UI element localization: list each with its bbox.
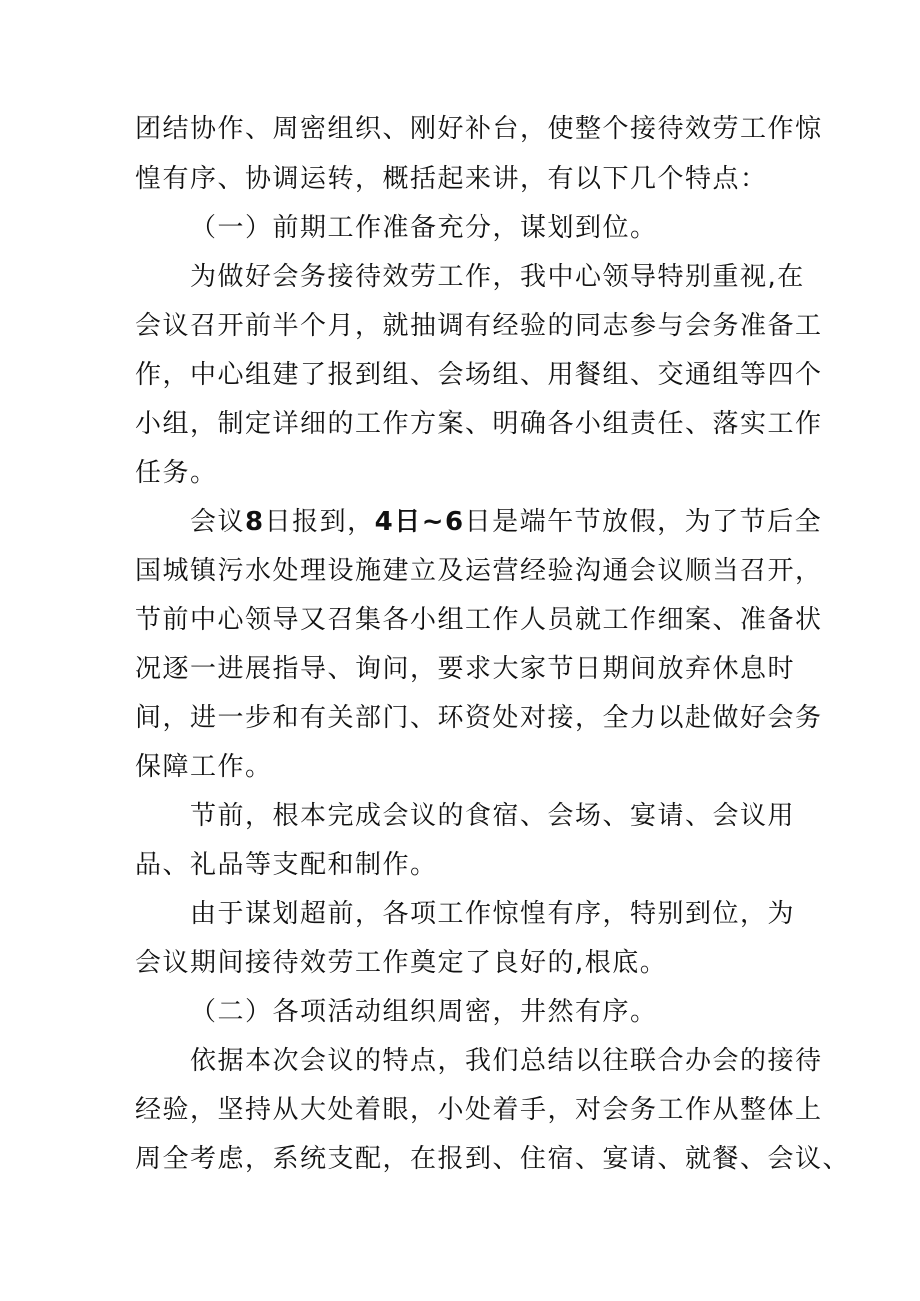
text-line-22: 周全考虑，系统支配，在报到、住宿、宴请、就餐、会议、 [135,1144,851,1174]
text-line-8: 任务。 [135,458,218,488]
text-line-13: 间，进一步和有关部门、环资处对接，全力以赴做好会务 [135,703,823,733]
section-heading-1: （一）前期工作准备充分，谋划到位。 [190,213,658,243]
date-number: 8 [245,507,265,537]
text-line-6: 作，中心组建了报到组、会场组、用餐组、交通组等四个 [135,360,823,390]
text-line-20: 依据本次会议的特点，我们总结以往联合办会的接待 [190,1046,823,1076]
text-line-2: 惶有序、协调运转，概括起来讲，有以下几个特点： [135,164,768,194]
text-line-21: 经验，坚持从大处着眼，小处着手，对会务工作从整体上 [135,1095,823,1125]
text-fragment: 日是端午节放假，为了节后全 [464,507,823,537]
date-number: 6 [445,507,465,537]
text-fragment: 日~ [394,507,446,537]
text-line-14: 保障工作。 [135,752,273,782]
text-line-11: 节前中心领导又召集各小组工作人员就工作细案、准备状 [135,605,823,635]
section-heading-2: （二）各项活动组织周密，井然有序。 [190,997,658,1027]
text-fragment: 日报到， [264,507,375,537]
text-line-12: 况逐一进展指导、询问，要求大家节日期间放弃休息时 [135,654,796,684]
text-line-4: 为做好会务接待效劳工作，我中心领导特别重视,在 [190,262,805,292]
date-number: 4 [374,507,395,537]
text-line-1: 团结协作、周密组织、刚好补台，使整个接待效劳工作惊 [135,114,823,144]
text-line-18: 会议期间接待效劳工作奠定了良好的,根底。 [135,948,668,978]
text-fragment: 会议 [190,507,246,537]
text-line-10: 国城镇污水处理设施建立及运营经验沟通会议顺当召开， [135,556,823,586]
text-line-17: 由于谋划超前，各项工作惊惶有序，特别到位，为 [190,899,796,929]
text-line-16: 品、礼品等支配和制作。 [135,850,438,880]
text-line-5: 会议召开前半个月，就抽调有经验的同志参与会务准备工 [135,311,823,341]
text-line-9 [190,506,822,538]
text-line-7: 小组，制定详细的工作方案、明确各小组责任、落实工作 [135,409,823,439]
text-line-15: 节前，根本完成会议的食宿、会场、宴请、会议用 [190,801,796,831]
